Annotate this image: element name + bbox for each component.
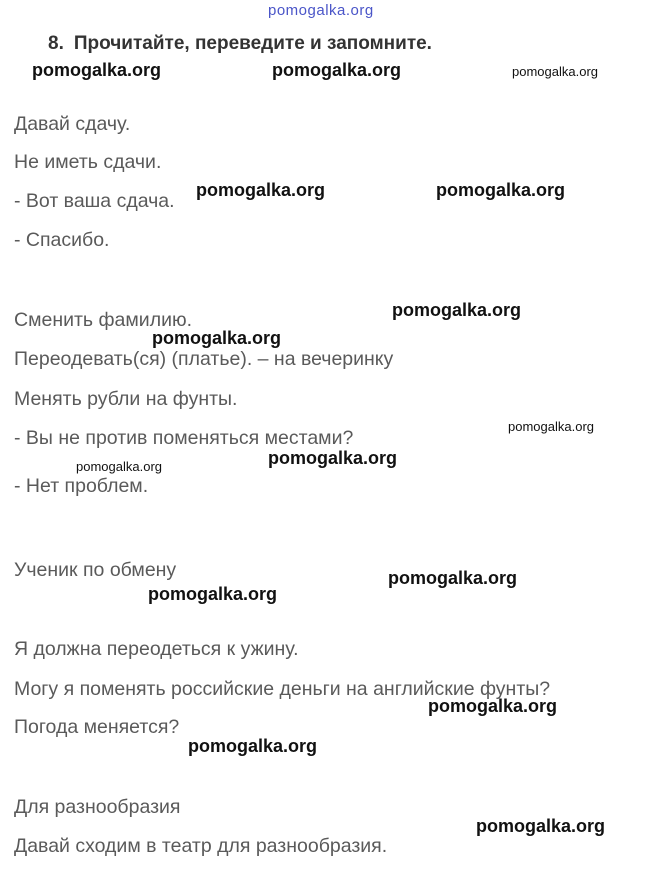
- phrase-line: - Спасибо.: [14, 229, 110, 251]
- watermark: pomogalka.org: [152, 328, 282, 348]
- phrase-line: Я должна переодеться к ужину.: [14, 638, 299, 660]
- phrase-line: Для разнообразия: [14, 796, 181, 818]
- top-watermark: pomogalka.org: [268, 2, 374, 19]
- phrase-line: Давай сходим в театр для разнообразия.: [14, 835, 388, 857]
- phrase-line: Не иметь сдачи.: [14, 151, 162, 173]
- watermark: pomogalka.org: [476, 816, 606, 836]
- phrase-line: Давай сдачу.: [14, 113, 131, 135]
- watermark: pomogalka.org: [268, 448, 398, 468]
- phrase-line: Погода меняется?: [14, 716, 180, 738]
- watermark: pomogalka.org: [148, 584, 278, 604]
- exercise-heading: [48, 33, 432, 55]
- watermark: pomogalka.org: [32, 60, 162, 80]
- watermark: pomogalka.org: [388, 568, 518, 588]
- watermark: pomogalka.org: [188, 736, 318, 756]
- watermark: pomogalka.org: [508, 419, 594, 434]
- phrase-line: Сменить фамилию.: [14, 309, 193, 331]
- watermark: pomogalka.org: [392, 300, 522, 320]
- phrase-line: Ученик по обмену: [14, 559, 177, 581]
- phrase-line: - Вы не против поменяться местами?: [14, 427, 354, 449]
- phrase-line: - Нет проблем.: [14, 475, 149, 497]
- exercise-title: Прочитайте, переведите и запомните.: [73, 33, 432, 54]
- watermark: pomogalka.org: [196, 180, 326, 200]
- phrase-line: Могу я поменять российские деньги на английские фунты?: [14, 678, 551, 700]
- phrase-line: Переодевать(ся) (платье). – на вечеринку: [14, 348, 394, 370]
- watermark: pomogalka.org: [512, 64, 598, 79]
- watermark: pomogalka.org: [428, 696, 558, 716]
- phrase-line: - Вот ваша сдача.: [14, 190, 175, 212]
- watermark: pomogalka.org: [436, 180, 566, 200]
- watermark: pomogalka.org: [76, 459, 162, 474]
- phrase-line: Менять рубли на фунты.: [14, 388, 238, 410]
- exercise-number: 8.: [48, 33, 64, 54]
- watermark: pomogalka.org: [272, 60, 402, 80]
